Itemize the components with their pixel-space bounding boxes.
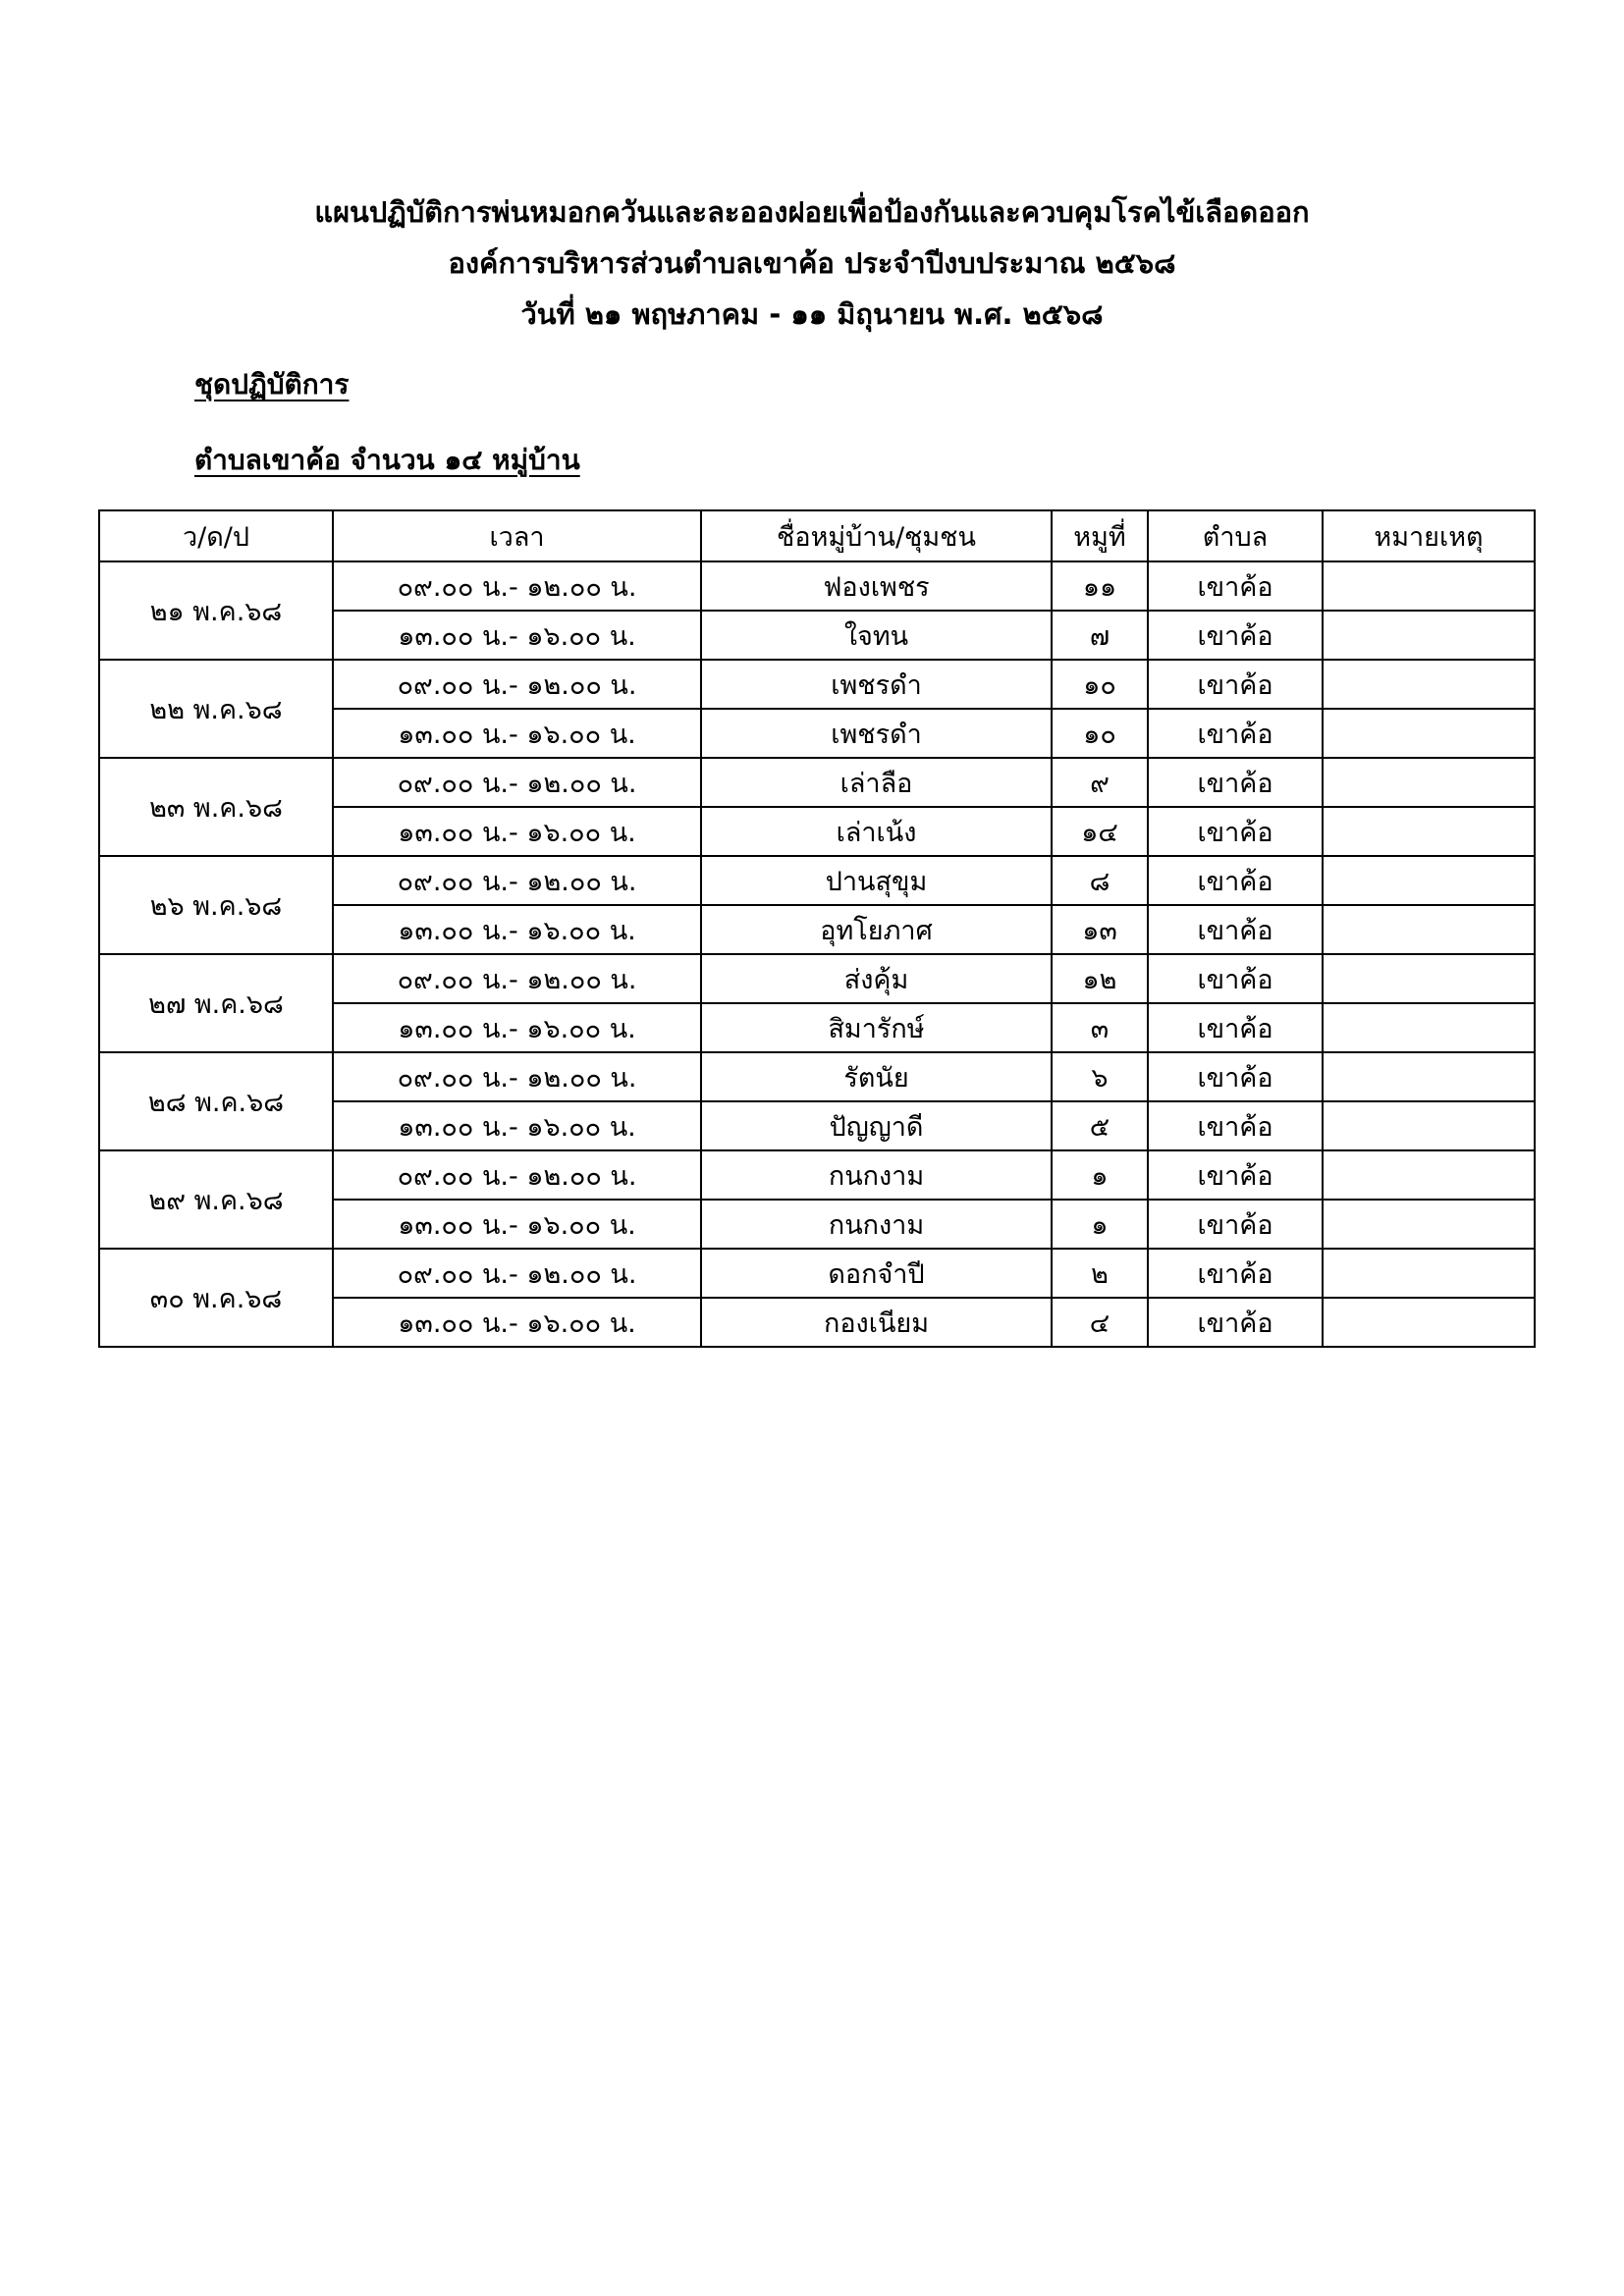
header-village: ชื่อหมู่บ้าน/ชุมชน xyxy=(701,510,1052,561)
cell-tambon: เขาค้อ xyxy=(1148,954,1323,1003)
cell-tambon: เขาค้อ xyxy=(1148,758,1323,807)
cell-moo: ๗ xyxy=(1052,611,1148,660)
cell-note xyxy=(1323,660,1535,709)
table-row xyxy=(99,954,1535,1003)
cell-moo: ๘ xyxy=(1052,856,1148,905)
cell-note xyxy=(1323,1200,1535,1249)
cell-tambon: เขาค้อ xyxy=(1148,1298,1323,1347)
cell-date: ๒๖ พ.ค.๖๘ xyxy=(99,856,333,954)
cell-time: ๑๓.๐๐ น.- ๑๖.๐๐ น. xyxy=(333,709,701,758)
schedule-table xyxy=(98,509,1536,1348)
table-row xyxy=(99,1150,1535,1200)
table-row xyxy=(99,758,1535,807)
cell-moo: ๙ xyxy=(1052,758,1148,807)
cell-moo: ๑๒ xyxy=(1052,954,1148,1003)
document-title xyxy=(0,187,1624,340)
cell-village: เล่าเน้ง xyxy=(701,807,1052,856)
cell-date: ๒๗ พ.ค.๖๘ xyxy=(99,954,333,1052)
cell-time: ๑๓.๐๐ น.- ๑๖.๐๐ น. xyxy=(333,611,701,660)
cell-time: ๐๙.๐๐ น.- ๑๒.๐๐ น. xyxy=(333,660,701,709)
cell-moo: ๑๐ xyxy=(1052,709,1148,758)
cell-note xyxy=(1323,611,1535,660)
table-header-row xyxy=(99,510,1535,561)
header-moo: หมูที่ xyxy=(1052,510,1148,561)
cell-time: ๑๓.๐๐ น.- ๑๖.๐๐ น. xyxy=(333,1200,701,1249)
table-row xyxy=(99,856,1535,905)
cell-date: ๒๓ พ.ค.๖๘ xyxy=(99,758,333,856)
cell-moo: ๑๑ xyxy=(1052,561,1148,611)
cell-moo: ๑๐ xyxy=(1052,660,1148,709)
cell-date: ๒๒ พ.ค.๖๘ xyxy=(99,660,333,758)
cell-village: ปานสุขุม xyxy=(701,856,1052,905)
cell-time: ๐๙.๐๐ น.- ๑๒.๐๐ น. xyxy=(333,561,701,611)
cell-time: ๑๓.๐๐ น.- ๑๖.๐๐ น. xyxy=(333,1298,701,1347)
cell-village: อุทโยภาศ xyxy=(701,905,1052,954)
cell-date: ๒๘ พ.ค.๖๘ xyxy=(99,1052,333,1150)
cell-village: ดอกจำปี xyxy=(701,1249,1052,1298)
cell-note xyxy=(1323,758,1535,807)
operation-team-heading: ชุดปฏิบัติการ xyxy=(194,368,350,400)
cell-moo: ๕ xyxy=(1052,1101,1148,1150)
cell-note xyxy=(1323,856,1535,905)
cell-time: ๐๙.๐๐ น.- ๑๒.๐๐ น. xyxy=(333,954,701,1003)
schedule-body xyxy=(99,561,1535,1347)
cell-village: เล่าลือ xyxy=(701,758,1052,807)
cell-tambon: เขาค้อ xyxy=(1148,1150,1323,1200)
cell-note xyxy=(1323,1249,1535,1298)
title-line-3: วันที่ ๒๑ พฤษภาคม - ๑๑ มิถุนายน พ.ศ. ๒๕๖๘ xyxy=(520,297,1104,331)
cell-village: ปัญญาดี xyxy=(701,1101,1052,1150)
cell-village: เพชรดำ xyxy=(701,709,1052,758)
cell-note xyxy=(1323,807,1535,856)
cell-time: ๑๓.๐๐ น.- ๑๖.๐๐ น. xyxy=(333,807,701,856)
cell-tambon: เขาค้อ xyxy=(1148,1101,1323,1150)
header-date: ว/ด/ป xyxy=(99,510,333,561)
cell-tambon: เขาค้อ xyxy=(1148,905,1323,954)
cell-note xyxy=(1323,954,1535,1003)
cell-note xyxy=(1323,1052,1535,1101)
cell-village: กนกงาม xyxy=(701,1200,1052,1249)
cell-time: ๐๙.๐๐ น.- ๑๒.๐๐ น. xyxy=(333,758,701,807)
cell-moo: ๑๔ xyxy=(1052,807,1148,856)
subdistrict-info-heading: ตำบลเขาค้อ จำนวน ๑๔ หมู่บ้าน xyxy=(194,444,580,476)
cell-tambon: เขาค้อ xyxy=(1148,660,1323,709)
cell-village: ส่งคุ้ม xyxy=(701,954,1052,1003)
cell-village: กนกงาม xyxy=(701,1150,1052,1200)
table-row xyxy=(99,561,1535,611)
cell-village: สิมารักษ์ xyxy=(701,1003,1052,1052)
cell-village: กองเนียม xyxy=(701,1298,1052,1347)
cell-moo: ๑๓ xyxy=(1052,905,1148,954)
cell-time: ๐๙.๐๐ น.- ๑๒.๐๐ น. xyxy=(333,1052,701,1101)
cell-time: ๐๙.๐๐ น.- ๑๒.๐๐ น. xyxy=(333,1150,701,1200)
table-row xyxy=(99,660,1535,709)
title-line-1: แผนปฏิบัติการพ่นหมอกควันและละอองฝอยเพื่อป้องกันและควบคุมโรคไข้เลือดออก xyxy=(314,195,1310,229)
cell-tambon: เขาค้อ xyxy=(1148,807,1323,856)
cell-tambon: เขาค้อ xyxy=(1148,1249,1323,1298)
cell-moo: ๓ xyxy=(1052,1003,1148,1052)
cell-moo: ๔ xyxy=(1052,1298,1148,1347)
cell-time: ๑๓.๐๐ น.- ๑๖.๐๐ น. xyxy=(333,905,701,954)
cell-village: ใจทน xyxy=(701,611,1052,660)
cell-date: ๒๑ พ.ค.๖๘ xyxy=(99,561,333,660)
header-note: หมายเหตุ xyxy=(1323,510,1535,561)
cell-moo: ๑ xyxy=(1052,1150,1148,1200)
cell-tambon: เขาค้อ xyxy=(1148,611,1323,660)
cell-time: ๐๙.๐๐ น.- ๑๒.๐๐ น. xyxy=(333,1249,701,1298)
cell-tambon: เขาค้อ xyxy=(1148,856,1323,905)
cell-date: ๒๙ พ.ค.๖๘ xyxy=(99,1150,333,1249)
cell-time: ๑๓.๐๐ น.- ๑๖.๐๐ น. xyxy=(333,1101,701,1150)
cell-village: เพชรดำ xyxy=(701,660,1052,709)
cell-tambon: เขาค้อ xyxy=(1148,1052,1323,1101)
cell-note xyxy=(1323,1298,1535,1347)
cell-village: รัตนัย xyxy=(701,1052,1052,1101)
cell-moo: ๑ xyxy=(1052,1200,1148,1249)
header-tambon: ตำบล xyxy=(1148,510,1323,561)
cell-note xyxy=(1323,561,1535,611)
cell-time: ๐๙.๐๐ น.- ๑๒.๐๐ น. xyxy=(333,856,701,905)
table-row xyxy=(99,1249,1535,1298)
cell-moo: ๖ xyxy=(1052,1052,1148,1101)
cell-note xyxy=(1323,1101,1535,1150)
cell-note xyxy=(1323,709,1535,758)
cell-note xyxy=(1323,1150,1535,1200)
cell-tambon: เขาค้อ xyxy=(1148,561,1323,611)
header-time: เวลา xyxy=(333,510,701,561)
cell-tambon: เขาค้อ xyxy=(1148,709,1323,758)
cell-note xyxy=(1323,905,1535,954)
cell-note xyxy=(1323,1003,1535,1052)
cell-tambon: เขาค้อ xyxy=(1148,1003,1323,1052)
title-line-2: องค์การบริหารส่วนตำบลเขาค้อ ประจำปีงบประมาณ ๒๕๖๘ xyxy=(448,246,1176,280)
cell-date: ๓๐ พ.ค.๖๘ xyxy=(99,1249,333,1347)
cell-moo: ๒ xyxy=(1052,1249,1148,1298)
cell-tambon: เขาค้อ xyxy=(1148,1200,1323,1249)
cell-village: ฟองเพชร xyxy=(701,561,1052,611)
cell-time: ๑๓.๐๐ น.- ๑๖.๐๐ น. xyxy=(333,1003,701,1052)
table-row xyxy=(99,1052,1535,1101)
